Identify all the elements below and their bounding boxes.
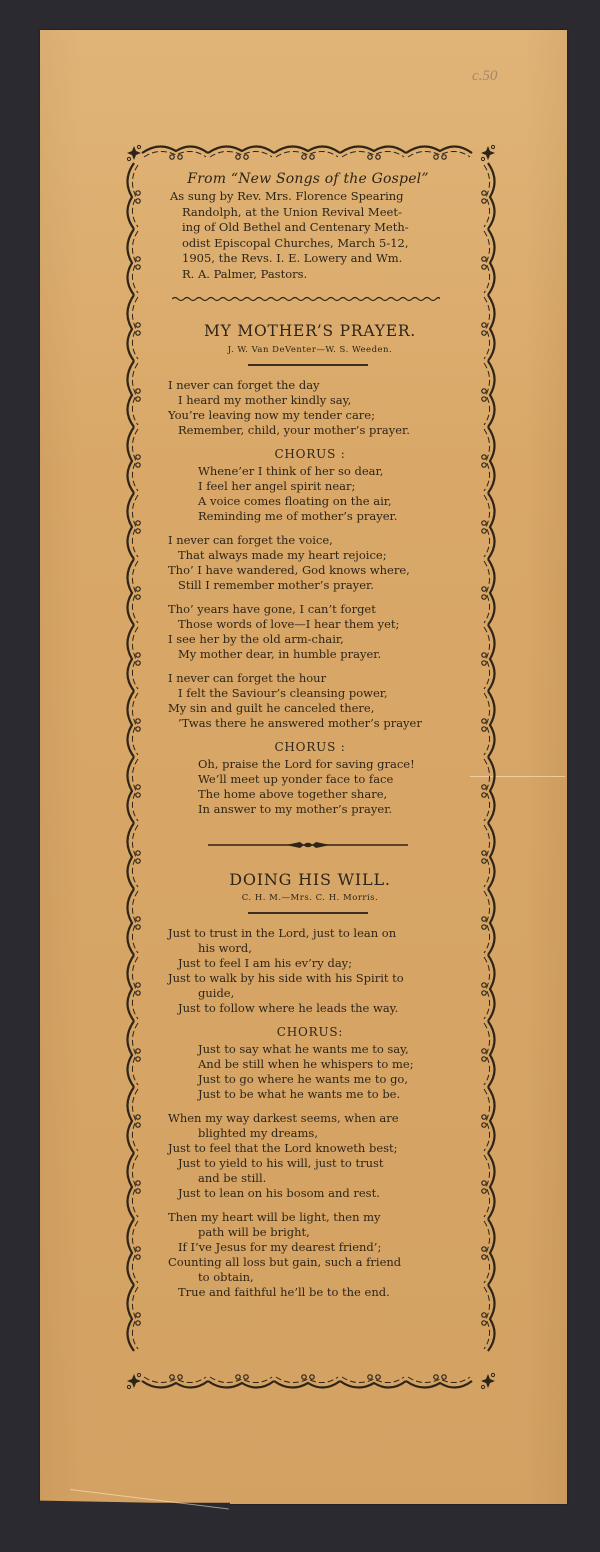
intro-line: Randolph, at the Union Revival Meet- <box>182 204 402 219</box>
lyric-line: and be still. <box>198 1171 267 1185</box>
verse <box>168 671 458 731</box>
lyric-line: Just to be what he wants me to be. <box>198 1087 401 1101</box>
lyric-line: Just to lean on his bosom and rest. <box>178 1186 380 1200</box>
intro-line: ing of Old Bethel and Centenary Meth- <box>182 220 409 234</box>
lyric-line: The home above together share, <box>198 787 388 801</box>
lyric-line: A voice comes floating on the air, <box>198 494 392 508</box>
verse <box>168 602 458 662</box>
verse <box>168 1111 458 1201</box>
lyric-line: I felt the Saviour’s cleansing power, <box>178 686 388 700</box>
chorus <box>168 1025 458 1102</box>
chorus <box>168 740 458 817</box>
lyric-line: I never can forget the hour <box>168 671 327 685</box>
lyric-line: Just to walk by his side with his Spirit to <box>168 971 404 985</box>
lyric-line: Just to say what he wants me to say, <box>198 1042 409 1056</box>
song-doing-his-will <box>168 872 458 1300</box>
lyric-line: Still I remember mother’s prayer. <box>178 578 374 592</box>
chorus-label: CHORUS : <box>274 740 346 754</box>
lyric-line: path will be bright, <box>198 1225 310 1239</box>
chorus-label: CHORUS : <box>274 447 346 461</box>
lyric-line: My mother dear, in humble prayer. <box>178 647 382 661</box>
lyric-line: I feel her angel spirit near; <box>198 479 356 493</box>
lyric-line: his word, <box>198 941 252 955</box>
hymn-sheet-content <box>168 172 458 1309</box>
lyric-line: to obtain, <box>198 1270 254 1284</box>
lyric-line: Those words of love—I hear them yet; <box>178 617 400 631</box>
lyric-line: True and faithful he’ll be to the end. <box>178 1285 390 1299</box>
source-intro <box>168 189 458 282</box>
lyric-line: Reminding me of mother’s prayer. <box>198 509 398 523</box>
lyric-line: If I’ve Jesus for my dearest friend’; <box>178 1240 382 1254</box>
song-title: DOING HIS WILL. <box>229 870 391 889</box>
lyric-line: I see her by the old arm-chair, <box>168 632 344 646</box>
song-authors: C. H. M.—Mrs. C. H. Morris. <box>241 893 379 903</box>
song-body <box>168 378 458 817</box>
lyric-line: blighted my dreams, <box>198 1126 318 1140</box>
lyric-line: Just to feel I am his ev’ry day; <box>178 956 353 970</box>
verse <box>168 378 458 438</box>
song-authors: J. W. Van DeVenter—W. S. Weeden. <box>227 345 393 355</box>
ornamental-divider <box>208 840 408 850</box>
verse <box>168 926 458 1016</box>
title-rule <box>248 912 368 914</box>
lyric-line: ’Twas there he answered mother’s prayer <box>178 716 422 730</box>
lyric-line: You’re leaving now my tender care; <box>168 408 375 422</box>
lyric-line: Just to go where he wants me to go, <box>198 1072 409 1086</box>
lyric-line: Just to feel that the Lord knoweth best; <box>168 1141 398 1155</box>
intro-line: odist Episcopal Churches, March 5-12, <box>182 235 409 250</box>
intro-line: As sung by Rev. Mrs. Florence Spearing <box>170 189 404 203</box>
lyric-line: Tho’ I have wandered, God knows where, <box>168 563 410 577</box>
lyric-line: Oh, praise the Lord for saving grace! <box>198 757 415 771</box>
lyric-line: Counting all loss but gain, such a friend <box>168 1255 402 1269</box>
lyric-line: When my way darkest seems, when are <box>168 1111 399 1125</box>
lyric-line: I heard my mother kindly say, <box>178 393 352 407</box>
verse <box>168 1210 458 1300</box>
title-rule <box>248 364 368 366</box>
song-my-mothers-prayer <box>168 324 458 817</box>
lyric-line: Just to trust in the Lord, just to lean on <box>168 926 397 940</box>
lyric-line: Remember, child, your mother’s prayer. <box>178 423 410 437</box>
verse <box>168 533 458 593</box>
intro-line: R. A. Palmer, Pastors. <box>182 266 308 281</box>
song-title: MY MOTHER’S PRAYER. <box>203 322 417 340</box>
lyric-line: And be still when he whispers to me; <box>198 1057 414 1071</box>
lyric-line: I never can forget the voice, <box>168 533 333 547</box>
lyric-line: Tho’ years have gone, I can’t forget <box>168 602 376 616</box>
wavy-rule <box>172 296 440 302</box>
lyric-line: Just to follow where he leads the way. <box>178 1001 399 1015</box>
chorus <box>168 447 458 524</box>
lyric-line: Just to yield to his will, just to trust <box>178 1156 384 1170</box>
lyric-line: We’ll meet up yonder face to face <box>198 772 394 786</box>
lyric-line: guide, <box>198 986 235 1000</box>
lyric-line: In answer to my mother’s prayer. <box>198 802 393 816</box>
lyric-line: I never can forget the day <box>168 378 320 392</box>
source-title: From “New Songs of the Gospel” <box>187 171 429 187</box>
pencil-note: c.50 <box>472 68 498 84</box>
chorus-label: CHORUS: <box>276 1025 344 1039</box>
lyric-line: Whene’er I think of her so dear, <box>198 464 384 478</box>
song-body <box>168 926 458 1300</box>
lyric-line: Then my heart will be light, then my <box>168 1210 381 1224</box>
lyric-line: That always made my heart rejoice; <box>178 548 387 562</box>
intro-line: 1905, the Revs. I. E. Lowery and Wm. <box>182 251 403 265</box>
lyric-line: My sin and guilt he canceled there, <box>168 701 375 715</box>
